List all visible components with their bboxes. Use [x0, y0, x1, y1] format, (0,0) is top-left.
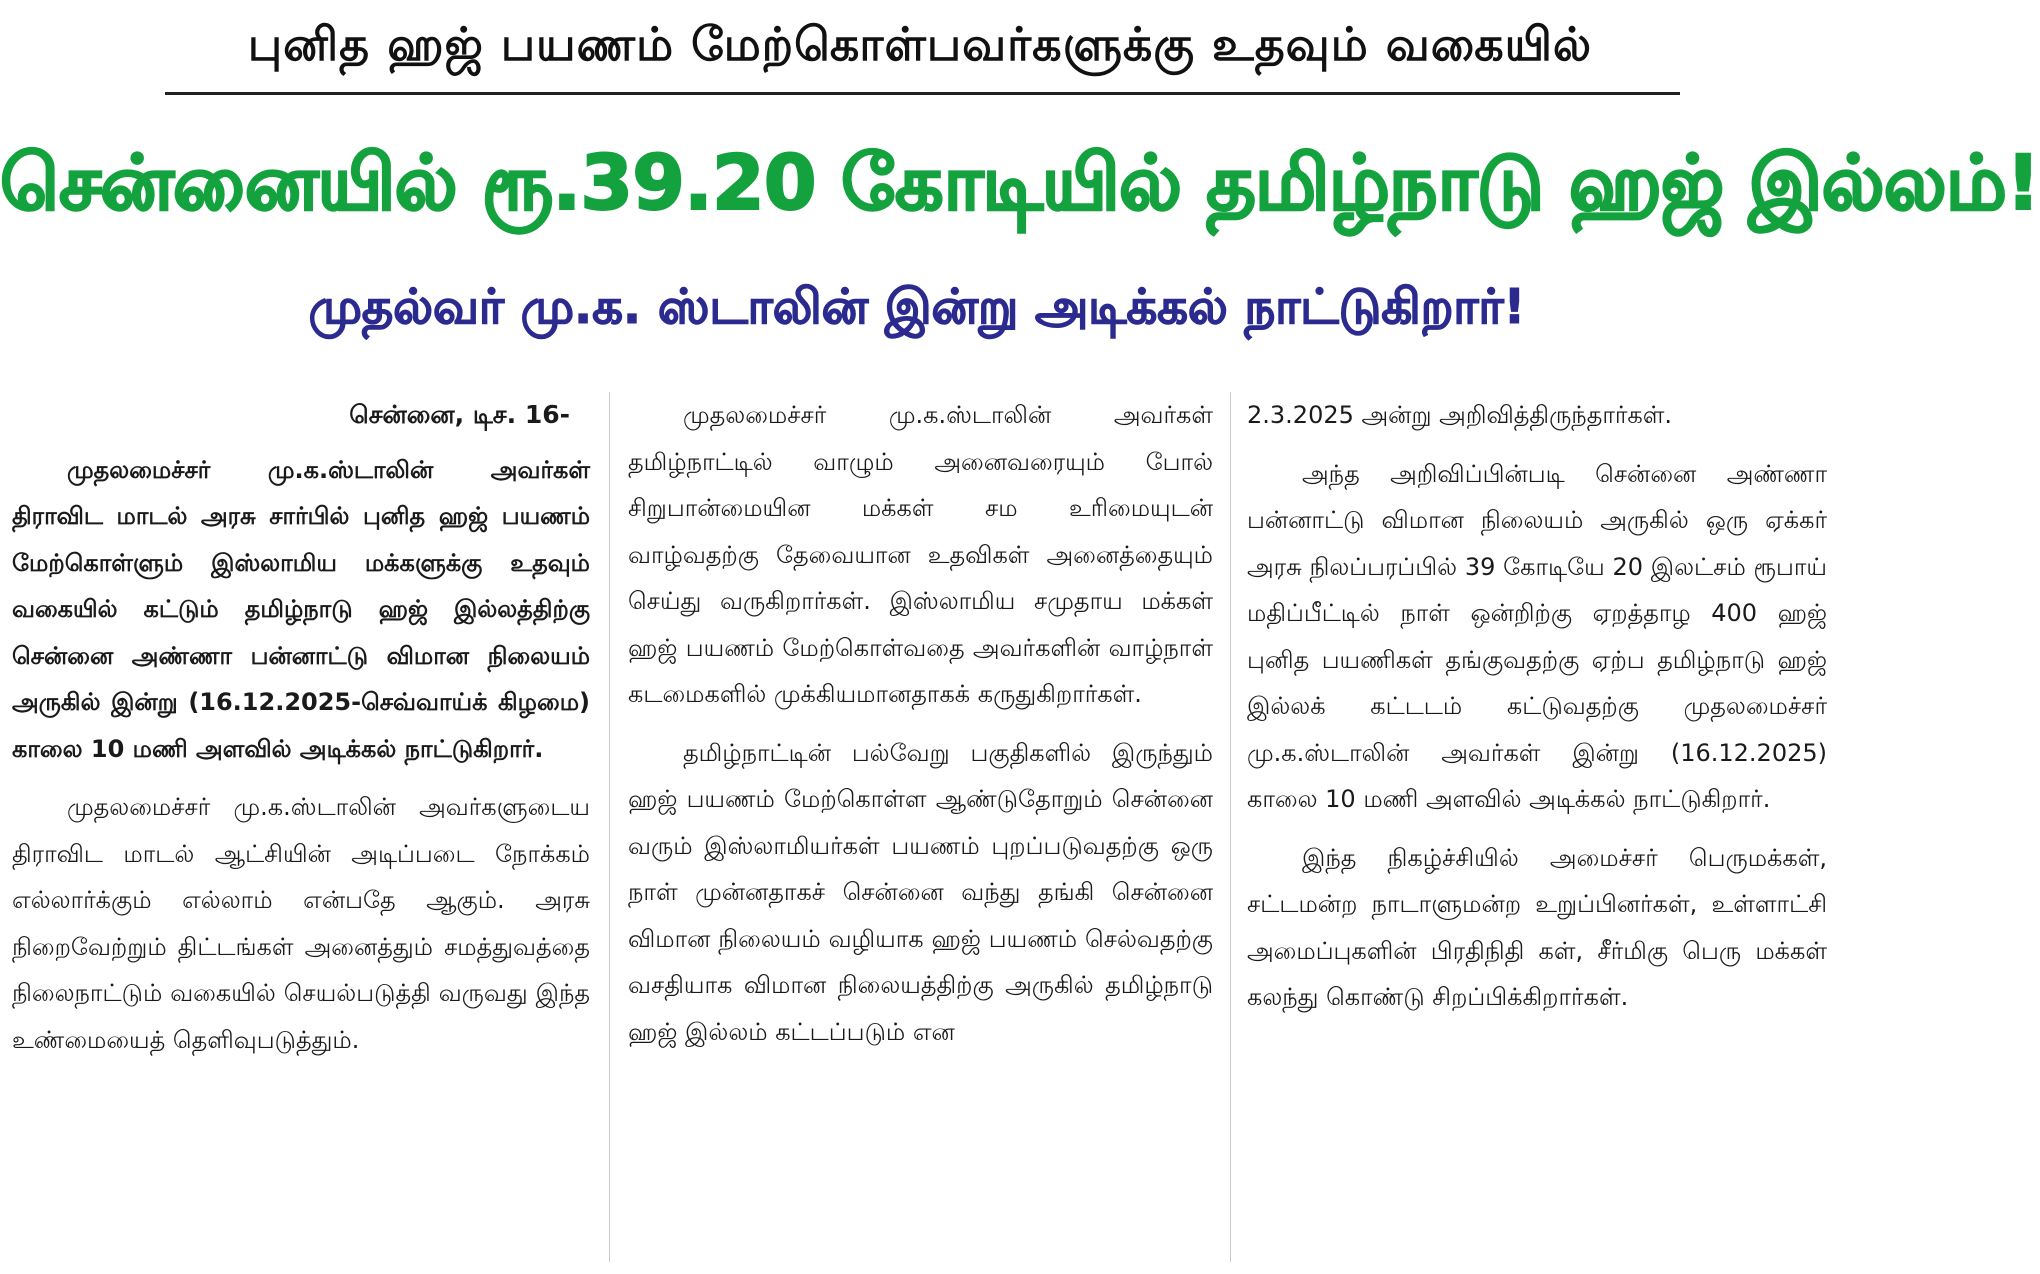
body-paragraph: இந்த நிகழ்ச்சியில் அமைச்சர் பெருமக்கள், சட்டமன்ற நாடாளுமன்ற உறுப்பினர்கள், உள்ளாட்சி அமைப்புகளின் பிரதிநிதி கள், சீர்மிகு பெரு மக்கள் கலந்து கொண்டு சிறப்பிக்கிறார்கள்.	[1247, 843, 1827, 1011]
dateline: சென்னை, டிச. 16-	[349, 400, 570, 429]
body-paragraph: தமிழ்நாட்டின் பல்வேறு பகுதிகளில் இருந்தும் ஹஜ் பயணம் மேற்கொள்ள ஆண்டுதோறும் சென்னை வரும் இஸ்லாமியர்கள் பயணம் புறப்படுவதற்கு ஒரு நாள் முன்னதாகச் சென்னை வந்து தங்கி சென்னை விமான நிலையம் வழியாக ஹஜ் பயணம் செல்வதற்கு வசதியாக விமான நிலையத்திற்கு அருகில் தமிழ்நாடு ஹஜ் இல்லம் கட்டப்படும் என	[628, 738, 1213, 1046]
main-headline: சென்னையில் ரூ.39.20 கோடியில் தமிழ்நாடு ஹஜ் இல்லம்!	[0, 138, 2040, 227]
body-paragraph: 2.3.2025 அன்று அறிவித்திருந்தார்கள்.	[1247, 401, 1673, 429]
article-column-3	[1247, 392, 1827, 1268]
body-paragraph: அந்த அறிவிப்பின்படி சென்னை அண்ணா பன்னாட்டு விமான நிலையம் அருகில் ஒரு ஏக்கர் அரசு நிலப்பரப்பில் 39 கோடியே 20 இலட்சம் ரூபாய் மதிப்பீட்டில் நாள் ஒன்றிற்கு ஏறத்தாழ 400 ஹஜ் புனித பயணிகள் தங்குவதற்கு ஏற்ப தமிழ்நாடு ஹஜ் இல்லக் கட்டடம் கட்டுவதற்கு முதலமைச்சர் மு.க.ஸ்டாலின் அவர்கள் இன்று (16.12.2025) காலை 10 மணி அளவில் அடிக்கல் நாட்டுகிறார்.	[1247, 459, 1827, 813]
column-divider	[609, 392, 610, 1262]
sub-headline: முதல்வர் மு.க. ஸ்டாலின் இன்று அடிக்கல் நாட்டுகிறார்!	[308, 279, 1526, 335]
body-paragraph: முதலமைச்சர் மு.க.ஸ்டாலின் அவர்கள் தமிழ்நாட்டில் வாழும் அனைவரையும் போல் சிறுபான்மையின மக்கள் சம உரிமையுடன் வாழ்வதற்கு தேவையான உதவிகள் அனைத்தையும் செய்து வருகிறார்கள். இஸ்லாமிய சமுதாய மக்கள் ஹஜ் பயணம் மேற்கொள்வதை அவர்களின் வாழ்நாள் கடமைகளில் முக்கியமானதாகக் கருதுகிறார்கள்.	[628, 401, 1213, 708]
lead-paragraph: முதலமைச்சர் மு.க.ஸ்டாலின் அவர்கள் திராவிட மாடல் அரசு சார்பில் புனித ஹஜ் பயணம் மேற்கொள்ளும் இஸ்லாமிய மக்களுக்கு உதவும் வகையில் கட்டும் தமிழ்நாடு ஹஜ் இல்லத்திற்கு சென்னை அண்ணா பன்னாட்டு விமான நிலையம் அருகில் இன்று (16.12.2025-செவ்வாய்க் கிழமை) காலை 10 மணி அளவில் அடிக்கல் நாட்டுகிறார்.	[12, 455, 590, 763]
article-column-1	[12, 392, 590, 1268]
kicker-headline: புனித ஹஜ் பயணம் மேற்கொள்பவர்களுக்கு உதவும் வகையில்	[247, 17, 1593, 71]
column-divider	[1230, 392, 1231, 1262]
body-paragraph: முதலமைச்சர் மு.க.ஸ்டாலின் அவர்களுடைய திராவிட மாடல் ஆட்சியின் அடிப்படை நோக்கம் எல்லார்க்கும் எல்லாம் என்பதே ஆகும். அரசு நிறைவேற்றும் திட்டங்கள் அனைத்தும் சமத்துவத்தை நிலைநாட்டும் வகையில் செயல்படுத்தி வருவது இந்த உண்மையைத் தெளிவுபடுத்தும்.	[12, 793, 590, 1054]
kicker-underline	[165, 92, 1680, 95]
article-column-2	[628, 392, 1213, 1268]
